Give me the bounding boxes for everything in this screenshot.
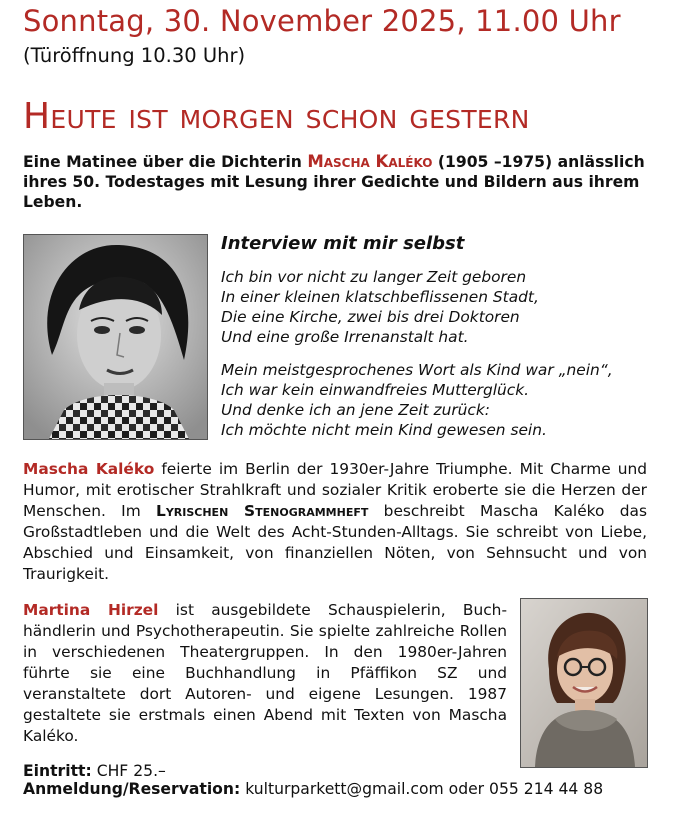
intro-paragraph — [23, 152, 653, 212]
poem-line: Mein meistgesprochenes Wort als Kind war „nein“, — [221, 361, 613, 379]
hirzel-bio-paragraph — [23, 600, 507, 747]
intro-text-before: Eine Matinee über die Dichterin — [23, 153, 308, 171]
poem-line: Und eine große Irrenanstalt hat. — [221, 328, 469, 346]
event-title: Heute ist morgen schon gestern — [23, 96, 530, 137]
hirzel-portrait-photo — [520, 598, 648, 768]
admission-price: CHF 25.– — [91, 762, 166, 780]
reservation-label: Anmeldung/Reservation: — [23, 780, 241, 798]
poem-line: Ich möchte nicht mein Kind gewesen sein. — [221, 421, 547, 439]
book-title: Lyrischen Stenogrammheft — [156, 502, 369, 520]
poem-line: Ich bin vor nicht zu langer Zeit geboren — [221, 268, 527, 286]
kaleko-name: Mascha Kaléko — [23, 460, 155, 478]
event-date: Sonntag, 30. November 2025, 11.00 Uhr — [23, 4, 621, 38]
kaleko-bio-paragraph — [23, 459, 647, 585]
intro-text-after: (1905 –1975) anlässlich ihres 50. Todestages mit Lesung ihrer Gedichte und Bildern aus ihrem Leben. — [23, 153, 645, 211]
poet-name: Mascha Kaléko — [307, 152, 433, 171]
doors-open-note: (Türöffnung 10.30 Uhr) — [23, 44, 246, 67]
poem-stanza-1 — [221, 267, 539, 347]
poem-line: Die eine Kirche, zwei bis drei Doktoren — [221, 308, 520, 326]
hirzel-bio-text: ist ausgebildete Schauspielerin, Buchhändlerin und Psychotherapeutin. Sie spielte zahlreiche Rollen in verschiedenen Theatergruppen. In den 1980er-Jahren führte sie eine Buchhandlung in Pfäffikon SZ und veranstaltete dort Autoren- und eigene Lesungen. 1987 gestaltete sie erstmals einen Abend mit Texten von Mascha Kaléko. — [23, 601, 508, 745]
kaleko-bio-text-2: beschreibt Mascha Kaléko das Großstadtleben und die Welt des Acht-Stunden-Alltags. Sie schreibt von Liebe, Abschied und Einsamkeit, von finanziellen Nöten, von Sehnsucht und von Traurigkeit. — [23, 502, 647, 583]
poem-line: Und denke ich an jene Zeit zurück: — [221, 401, 490, 419]
hirzel-name: Martina Hirzel — [23, 601, 159, 619]
reservation-contact: kulturparkett@gmail.com oder 055 214 44 88 — [240, 780, 604, 798]
admission-label: Eintritt: — [23, 762, 92, 780]
admission-line — [23, 762, 166, 780]
reservation-line — [23, 780, 603, 798]
poem-line: Ich war kein einwandfreies Mutterglück. — [221, 381, 530, 399]
kaleko-bio-text-1: feierte im Berlin der 1930er-Jahre Triumphe. Mit Charme und Humor, mit erotischer Strahlkraft und sozialer Kritik eroberte sie die Herzen der Menschen. Im — [23, 460, 647, 520]
poem-title: Interview mit mir selbst — [221, 233, 465, 254]
kaleko-portrait-photo — [23, 234, 208, 440]
poem-line: In einer kleinen klatschbeflissenen Stadt, — [221, 288, 539, 306]
poem-stanza-2 — [221, 360, 613, 440]
